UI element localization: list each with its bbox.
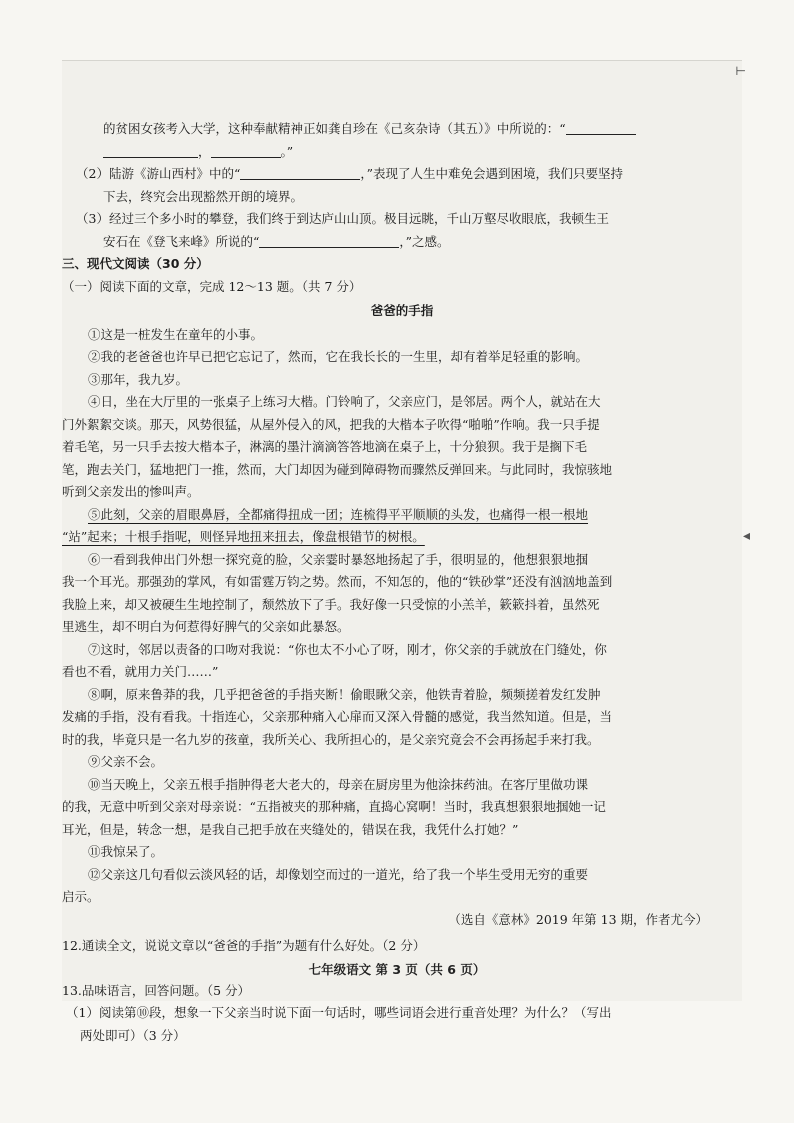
page-content xyxy=(62,118,742,1047)
part-heading: （一）阅读下面的文章，完成 12～13 题。（共 7 分） xyxy=(62,278,362,294)
text-line: 下去，终究会出现豁然开朗的境界。 xyxy=(103,188,304,204)
paragraph: ⑧啊，原来鲁莽的我，几乎把爸爸的手指夹断！偷眼瞅父亲，他铁青着脸，频频搓着发红发肿 xyxy=(88,686,601,702)
paragraph-line: 时的我，毕竟只是一名九岁的孩童，我所关心、我所担心的，是父亲究竟会不会再扬起手来打我。 xyxy=(62,731,600,747)
paragraph-line: 的我，无意中听到父亲对母亲说：“五指被夹的那种痛，直捣心窝啊！当时，我真想狠狠地掴她一记 xyxy=(62,799,606,814)
paragraph-line: 发痛的手指，没有看我。十指连心，父亲那种痛入心扉而又深入骨髓的感觉，我当然知道。但是，当 xyxy=(62,709,613,724)
question-13: 13.品味语言，回答问题。（5 分） xyxy=(62,982,251,998)
paragraph-line: 门外絮絮交谈。那天，风势很猛，从屋外侵入的风，把我的大楷本子吹得“啪啪”作响。我一只手提 xyxy=(62,416,600,432)
answer-blank[interactable] xyxy=(103,143,198,158)
text-line: ， 。” xyxy=(62,141,742,164)
paragraph: ③那年，我九岁。 xyxy=(88,371,189,387)
paragraph-line: 看也不看，就用力关门……” xyxy=(62,664,219,679)
paragraph: ②我的老爸爸也许早已把它忘记了，然而，它在我长长的一生里，却有着举足轻重的影响。 xyxy=(88,349,589,364)
paragraph-line: 启示。 xyxy=(62,889,100,904)
paragraph: ⑥一看到我伸出门外想一探究竟的脸，父亲霎时暴怒地扬起了手，很明显的，他想狠狠地掴 xyxy=(88,551,589,567)
paragraph: ①这是一桩发生在童年的小事。 xyxy=(88,326,264,342)
binding-mark: ◂ xyxy=(742,528,750,544)
answer-blank[interactable] xyxy=(259,233,399,248)
text-line: 安石在《登飞来峰》所说的“ ，”之感。 xyxy=(103,233,450,249)
paragraph: ⑨父亲不会。 xyxy=(88,754,164,769)
paragraph: ④日，坐在大厅里的一张桌子上练习大楷。门铃响了，父亲应门，是邻居。两个人，就站在大 xyxy=(88,394,601,409)
answer-blank[interactable] xyxy=(211,143,281,158)
section-heading: 三、现代文阅读（30 分） xyxy=(62,256,209,271)
page-footer: 七年级语文 第 3 页（共 6 页） xyxy=(308,962,486,977)
paragraph-line: 我脸上来，却又被硬生生地控制了，颓然放下了手。我好像一只受惊的小羔羊，簌簌抖着，虽然死 xyxy=(62,596,600,612)
article-body xyxy=(62,324,742,932)
article-source: （选自《意林》2019 年第 13 期，作者尤今） xyxy=(448,911,708,927)
question-13-1: （1）阅读第⑩段，想象一下父亲当时说下面一句话时，哪些词语会进行重音处理？为什么？（写出 xyxy=(66,1005,612,1020)
paragraph: ⑪我惊呆了。 xyxy=(88,844,164,859)
paragraph: ⑫父亲这几句看似云淡风轻的话，却像划空而过的一道光，给了我一个毕生受用无穷的重要 xyxy=(88,866,589,882)
paragraph: ⑦这时，邻居以责备的口吻对我说：“你也太不小心了呀，刚才，你父亲的手就放在门缝处，你 xyxy=(88,641,607,657)
question-12: 12.通读全文，说说文章以“爸爸的手指”为题有什么好处。（2 分） xyxy=(62,938,426,953)
paragraph: ⑩当天晚上，父亲五根手指肿得老大老大的，母亲在厨房里为他涂抹药油。在客厅里做功课 xyxy=(88,776,589,792)
paragraph-line: 听到父亲发出的惨叫声。 xyxy=(62,484,200,499)
article-title: 爸爸的手指 xyxy=(370,303,434,318)
underlined-paragraph: ⑤此刻，父亲的眉眼鼻唇，全都痛得扭成一团；连梳得平平顺顺的头发，也痛得一根一根地 xyxy=(88,506,589,522)
text-line: （3）经过三个多小时的攀登，我们终于到达庐山山顶。极目远眺，千山万壑尽收眼底，我顿生王 xyxy=(76,211,609,226)
answer-blank[interactable] xyxy=(240,165,360,180)
paragraph-line: 耳光，但是，转念一想，是我自己把手放在夹缝处的，错误在我，我凭什么打她？” xyxy=(62,821,519,837)
paragraph-line: 笔，跑去关门，猛地把门一推，然而，大门却因为碰到障碍物而骤然反弹回来。与此同时，我惊骇地 xyxy=(62,461,613,477)
corner-mark: ⊢ xyxy=(735,64,746,78)
text-line: 的贫困女孩考入大学，这种奉献精神正如龚自珍在《己亥杂诗（其五）》中所说的：“ xyxy=(62,118,742,141)
answer-blank[interactable] xyxy=(566,120,636,135)
underlined-paragraph-line: “站”起来；十根手指呢，则怪异地扭来扭去，像盘根错节的树根。 xyxy=(62,529,425,544)
question-13-1-cont: 两处即可）（3 分） xyxy=(80,1027,186,1043)
paragraph-line: 里逃生，却不明白为何惹得好脾气的父亲如此暴怒。 xyxy=(62,619,350,634)
text-line: （2）陆游《游山西村》中的“ ，”表现了人生中难免会遇到困境，我们只要坚持 xyxy=(76,166,624,181)
paragraph-line: 着毛笔，另一只手去按大楷本子，淋漓的墨汁滴滴答答地滴在桌子上，十分狼狈。我于是搁下毛 xyxy=(62,439,588,454)
paragraph-line: 我一个耳光。那强劲的掌风，有如雷霆万钧之势。然而，不知怎的，他的“铁砂掌”还没有汹汹地盖到 xyxy=(62,574,613,589)
